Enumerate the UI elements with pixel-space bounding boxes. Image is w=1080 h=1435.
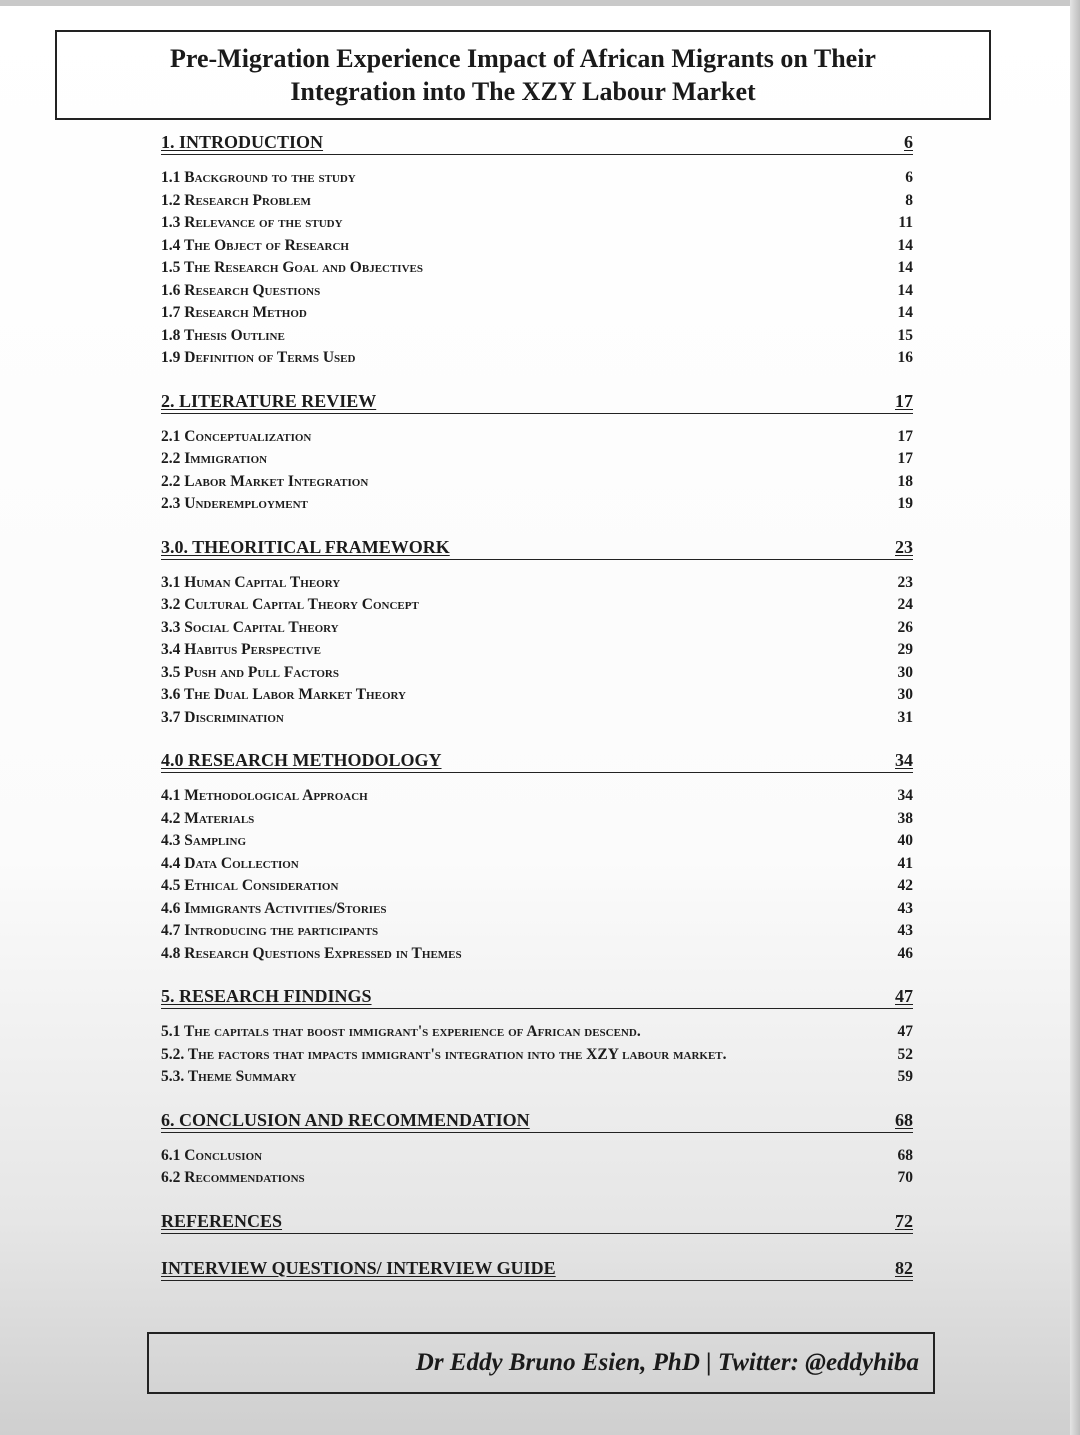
screen-frame-top [0,0,1080,6]
entry-label: 1.8 Thesis Outline [161,326,285,344]
entry-page-number: 15 [897,326,913,344]
entry-label: 3.3 Social Capital Theory [161,618,339,636]
entry-page-number: 16 [897,349,913,366]
entry-page-number: 31 [897,708,913,726]
toc-entry[interactable] [161,1145,913,1168]
toc-entry[interactable] [161,1167,913,1190]
entry-label: 3.6 The Dual Labor Market Theory [161,686,406,703]
toc-entry[interactable] [161,235,913,258]
toc-section [161,748,913,965]
toc-entry[interactable] [161,1066,913,1089]
entry-page-number: 14 [897,259,913,276]
entry-page-number: 59 [897,1068,913,1085]
entry-page-number: 6 [905,169,913,186]
entry-page-number: 30 [897,663,913,681]
section-label: 2. LITERATURE REVIEW [161,390,377,411]
entry-page-number: 41 [897,854,913,872]
entry-page-number: 11 [898,214,913,231]
toc-entry[interactable] [161,448,913,471]
entry-label: 6.2 Recommendations [161,1169,305,1186]
toc-entry[interactable] [161,257,913,280]
entry-page-number: 17 [897,427,913,445]
toc-entry[interactable] [161,785,913,808]
toc-entry[interactable] [161,830,913,853]
toc-entry[interactable] [161,707,913,730]
section-label: INTERVIEW QUESTIONS/ INTERVIEW GUIDE [161,1257,556,1278]
toc-section [161,535,913,730]
entry-page-number: 26 [897,618,913,636]
screen-frame-right [1070,0,1080,1435]
section-label: 1. INTRODUCTION [161,132,324,152]
section-page-number: 17 [895,390,913,411]
entry-label: 4.6 Immigrants Activities/Stories [161,899,387,917]
toc-section-heading[interactable] [161,535,913,560]
entry-label: 2.2 Immigration [161,450,268,467]
toc-entry[interactable] [161,808,913,831]
toc-entry[interactable] [161,426,913,449]
toc-section [161,389,913,516]
entry-page-number: 42 [897,877,913,894]
entry-page-number: 19 [897,495,913,512]
toc-section [161,1209,913,1234]
toc-entry[interactable] [161,662,913,685]
toc-entry[interactable] [161,325,913,348]
toc-section-heading[interactable] [161,748,913,773]
section-page-number: 72 [895,1210,913,1231]
entry-page-number: 47 [897,1023,913,1040]
toc-entry[interactable] [161,302,913,325]
section-page-number: 23 [895,536,913,557]
toc-entry[interactable] [161,347,913,370]
entry-page-number: 40 [897,832,913,849]
toc-section-heading[interactable] [161,130,913,155]
toc-entry[interactable] [161,943,913,966]
entry-label: 5.3. Theme Summary [161,1068,297,1085]
entry-page-number: 30 [897,686,913,703]
toc-entry[interactable] [161,1021,913,1044]
section-page-number: 82 [895,1257,913,1278]
entry-label: 3.4 Habitus Perspective [161,641,321,658]
section-page-number: 6 [904,132,913,152]
section-page-number: 47 [895,986,913,1006]
entry-label: 5.1 The capitals that boost immigrant's experience of African descend. [161,1023,641,1040]
toc-entry[interactable] [161,167,913,190]
entry-page-number: 24 [897,596,913,613]
entry-page-number: 23 [897,573,913,591]
entry-page-number: 14 [897,236,913,254]
toc-section-heading[interactable] [161,389,913,414]
author-credit: Dr Eddy Bruno Esien, PhD | Twitter: @eddyhiba [415,1349,919,1376]
entry-label: 1.3 Relevance of the study [161,214,343,231]
entry-page-number: 43 [897,899,913,917]
toc-entry[interactable] [161,639,913,662]
entry-page-number: 14 [897,281,913,299]
entry-page-number: 70 [897,1169,913,1186]
entry-page-number: 68 [897,1146,913,1164]
section-label: 3.0. THEORITICAL FRAMEWORK [161,536,450,557]
entry-page-number: 8 [905,191,913,209]
toc-section-heading[interactable] [161,984,913,1009]
toc-section-heading[interactable] [161,1108,913,1133]
toc-section [161,1256,913,1281]
toc-section [161,984,913,1089]
toc-section [161,1108,913,1190]
toc-entry[interactable] [161,493,913,516]
toc-entry[interactable] [161,853,913,876]
entry-label: 3.5 Push and Pull Factors [161,663,339,681]
toc-entry[interactable] [161,684,913,707]
entry-page-number: 14 [897,304,913,321]
entry-page-number: 34 [897,787,913,804]
entry-label: 3.7 Discrimination [161,708,284,726]
toc-entry[interactable] [161,212,913,235]
entry-page-number: 38 [897,809,913,827]
toc-entry[interactable] [161,471,913,494]
entry-label: 5.2. The factors that impacts immigrant's integration into the XZY labour market. [161,1045,727,1063]
entry-label: 1.4 The Object of Research [161,236,349,254]
entry-label: 4.5 Ethical Consideration [161,877,339,894]
entry-label: 4.1 Methodological Approach [161,787,368,804]
table-of-contents [161,130,913,1281]
entry-label: 1.2 Research Problem [161,191,311,209]
entry-label: 2.2 Labor Market Integration [161,472,369,490]
toc-entry[interactable] [161,572,913,595]
toc-section [161,130,913,370]
toc-entry[interactable] [161,898,913,921]
toc-section-heading[interactable] [161,1209,913,1234]
entry-label: 1.1 Background to the study [161,169,356,186]
section-page-number: 34 [895,750,913,770]
entry-page-number: 29 [897,641,913,658]
entry-label: 4.4 Data Collection [161,854,299,872]
toc-section-heading[interactable] [161,1256,913,1281]
entry-label: 1.5 The Research Goal and Objectives [161,259,423,276]
entry-label: 4.8 Research Questions Expressed in Themes [161,944,462,962]
author-footer-box [147,1332,935,1394]
entry-page-number: 52 [897,1045,913,1063]
entry-label: 2.1 Conceptualization [161,427,312,445]
entry-label: 3.1 Human Capital Theory [161,573,341,591]
entry-label: 1.7 Research Method [161,304,307,321]
section-label: 5. RESEARCH FINDINGS [161,986,372,1006]
entry-label: 1.6 Research Questions [161,281,321,299]
toc-entry[interactable] [161,190,913,213]
entry-page-number: 43 [897,922,913,939]
document-title: Pre-Migration Experience Impact of African Migrants on Their Integration into The XZY Labour Market [170,44,876,106]
entry-label: 6.1 Conclusion [161,1146,263,1164]
entry-page-number: 46 [897,944,913,962]
toc-entry[interactable] [161,875,913,898]
toc-entry[interactable] [161,594,913,617]
title-box [55,30,991,120]
toc-entry[interactable] [161,920,913,943]
section-label: REFERENCES [161,1210,283,1231]
entry-label: 4.3 Sampling [161,832,247,849]
entry-label: 4.2 Materials [161,809,255,827]
entry-page-number: 18 [897,472,913,490]
entry-label: 3.2 Cultural Capital Theory Concept [161,596,419,613]
section-label: 6. CONCLUSION AND RECOMMENDATION [161,1109,530,1130]
entry-label: 1.9 Definition of Terms Used [161,349,356,366]
toc-entry[interactable] [161,617,913,640]
section-page-number: 68 [895,1109,913,1130]
section-label: 4.0 RESEARCH METHODOLOGY [161,750,442,770]
entry-label: 4.7 Introducing the participants [161,922,379,939]
entry-page-number: 17 [897,450,913,467]
toc-entry[interactable] [161,1044,913,1067]
entry-label: 2.3 Underemployment [161,495,308,512]
toc-entry[interactable] [161,280,913,303]
